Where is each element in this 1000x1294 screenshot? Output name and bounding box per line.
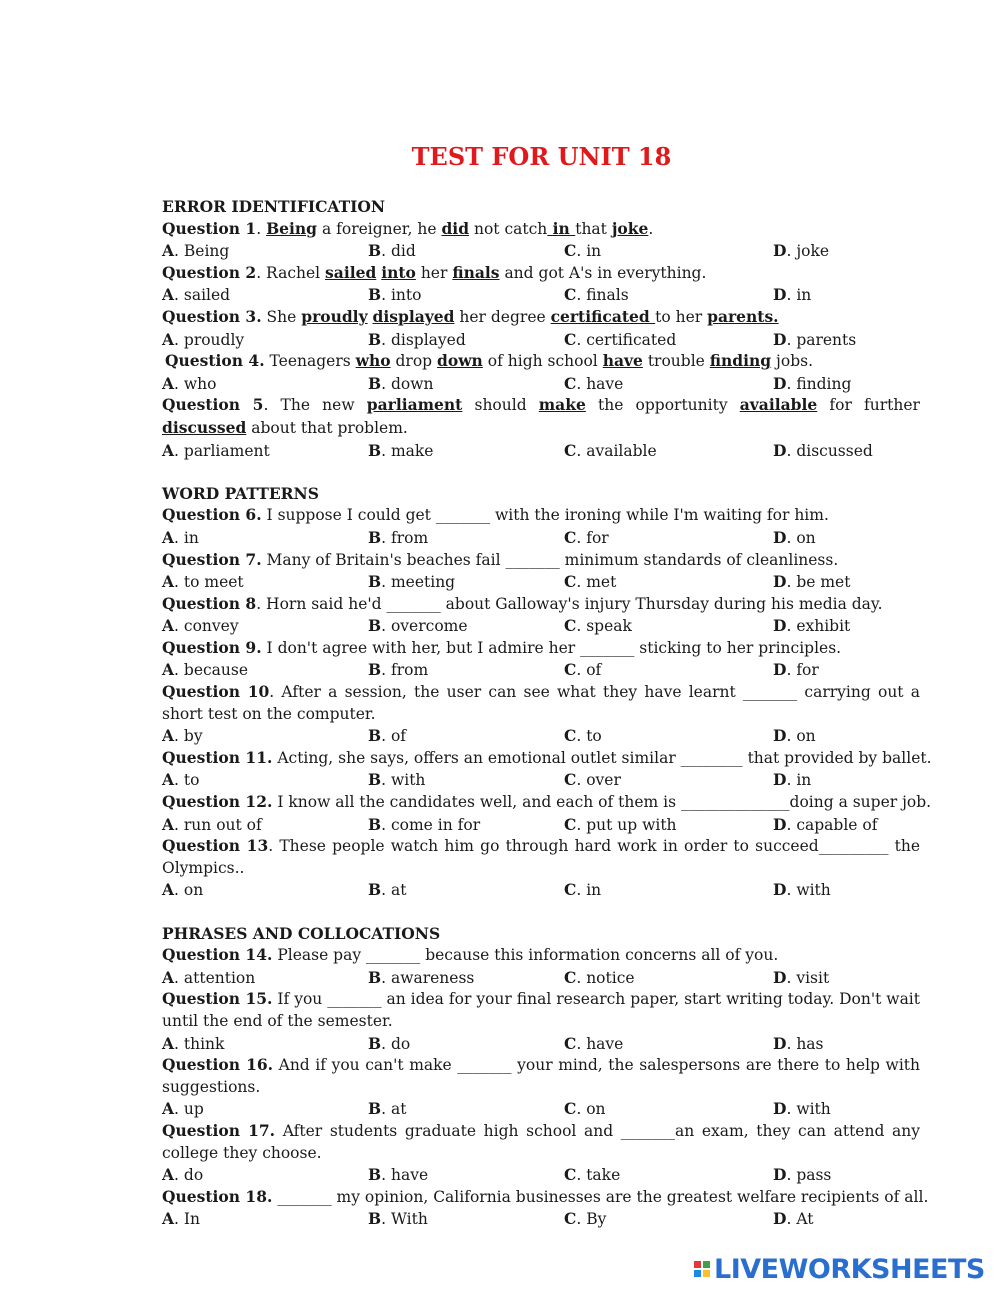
question-label: Question 11. [162, 747, 273, 767]
underlined-option-a: proudly [301, 306, 368, 326]
question-12 [162, 791, 932, 814]
options-15 [162, 1033, 920, 1055]
option-b[interactable]: B. have [368, 1165, 429, 1185]
option-d[interactable]: D. exhibit [773, 616, 851, 636]
question-label: Question 6. [162, 505, 262, 525]
options-6 [162, 527, 920, 549]
liveworksheets-wordmark: LIVEWORKSHEETS [714, 1253, 985, 1285]
option-a[interactable]: A. run out of [162, 814, 262, 834]
question-text: the opportunity [585, 396, 740, 415]
underlined-option-b: into [381, 262, 416, 282]
question-label: Question 4. [165, 351, 265, 371]
options-7 [162, 571, 920, 593]
question-label: Question 7. [162, 549, 262, 569]
option-a[interactable]: A. parliament [162, 440, 270, 460]
option-a[interactable]: A. Being [162, 241, 230, 261]
options-3 [162, 329, 920, 351]
option-c[interactable]: C. speak [564, 616, 632, 636]
option-c[interactable]: C. have [564, 373, 624, 393]
option-b[interactable]: B. at [368, 1099, 407, 1119]
option-c[interactable]: C. By [564, 1209, 607, 1229]
option-b[interactable]: B. meeting [368, 572, 456, 592]
options-1 [162, 240, 920, 262]
underlined-option-d: discussed [162, 417, 247, 437]
worksheet-body [162, 196, 932, 1230]
option-b[interactable]: B. did [368, 241, 416, 261]
option-a[interactable]: A. to [162, 770, 200, 790]
option-b[interactable]: B. come in for [368, 814, 481, 834]
option-d[interactable]: D. discussed [773, 440, 873, 460]
question-label: Question 16. [162, 1055, 274, 1075]
liveworksheets-logo-icon [694, 1261, 710, 1277]
option-b[interactable]: B. from [368, 527, 429, 547]
question-label: Question 12. [162, 792, 273, 812]
option-a[interactable]: A. by [162, 726, 203, 746]
option-c[interactable]: C. certificated [564, 329, 677, 349]
option-d[interactable]: D. in [773, 285, 812, 305]
underlined-option-a: who [355, 351, 391, 371]
option-a[interactable]: A. proudly [162, 329, 245, 349]
option-b[interactable]: B. with [368, 770, 426, 790]
question-text: . [648, 219, 654, 238]
option-a[interactable]: A. on [162, 880, 204, 900]
options-12 [162, 814, 920, 836]
question-text: . The new [263, 396, 367, 415]
options-8 [162, 615, 920, 637]
question-text: She [261, 307, 302, 326]
question-text: Acting, she says, offers an emotional outlet similar ________ that provided by ballet. [272, 748, 932, 767]
question-15 [162, 988, 920, 1032]
question-text: And if you can't make _______ your mind, the salespersons are there to help with suggestions. [162, 1056, 920, 1096]
question-text: drop [390, 352, 438, 371]
option-b[interactable]: B. down [368, 373, 434, 393]
options-14 [162, 967, 920, 989]
question-text: . [256, 219, 267, 238]
question-label: Question 14. [162, 945, 273, 965]
option-d[interactable]: D. At [773, 1209, 814, 1229]
options-9 [162, 659, 920, 681]
question-8 [162, 593, 920, 616]
option-c[interactable]: C. on [564, 1099, 606, 1119]
question-text: I don't agree with her, but I admire her _______ sticking to her principles. [261, 638, 842, 657]
logo-square [694, 1270, 701, 1277]
question-text: If you _______ an idea for your final research paper, start writing today. Don't wait until the end of the semester. [162, 990, 920, 1030]
question-text: _______ my opinion, California businesses are the greatest welfare recipients of all. [272, 1187, 929, 1206]
option-d[interactable]: D. on [773, 527, 816, 547]
option-c[interactable]: C. finals [564, 285, 629, 305]
option-d[interactable]: D. joke [773, 241, 830, 261]
underlined-option-c: available [739, 395, 818, 415]
question-text: her [415, 263, 453, 282]
underlined-option-c: in [547, 218, 576, 238]
options-13 [162, 879, 920, 901]
question-11 [162, 747, 932, 770]
question-9 [162, 637, 920, 660]
option-d[interactable]: D. capable of [773, 814, 878, 834]
section-heading-phrases-and-collocations: PHRASES AND COLLOCATIONS [162, 923, 441, 943]
question-text: not catch [469, 219, 548, 238]
option-b[interactable]: B. With [368, 1209, 428, 1229]
question-text: After students graduate high school and _______an exam, they can attend any college they choose. [162, 1121, 920, 1162]
spacer [162, 901, 920, 923]
question-6 [162, 504, 920, 527]
option-d[interactable]: D. for [773, 660, 819, 680]
question-text: Many of Britain's beaches fail _______ minimum standards of cleanliness. [261, 550, 839, 569]
options-5 [162, 440, 920, 462]
question-text: . These people watch him go through hard work in order to succeed_________ the Olympics.. [162, 837, 920, 877]
question-text: Please pay _______ because this information concerns all of you. [272, 946, 779, 965]
options-11 [162, 769, 920, 791]
logo-square [703, 1261, 710, 1268]
question-label: Question 1 [162, 218, 257, 238]
question-text: for further [817, 396, 920, 415]
option-c[interactable]: C. put up with [564, 814, 677, 834]
underlined-option-c: finals [452, 262, 500, 282]
option-c[interactable]: C. in [564, 880, 602, 900]
spacer [162, 461, 920, 483]
option-d[interactable]: D. on [773, 726, 816, 746]
question-text: should [462, 396, 539, 415]
question-text: Teenagers [264, 352, 356, 371]
question-text: I suppose I could get _______ with the ironing while I'm waiting for him. [261, 506, 829, 525]
option-b[interactable]: B. overcome [368, 616, 468, 636]
option-d[interactable]: D. pass [773, 1165, 832, 1185]
option-c[interactable]: C. in [564, 241, 602, 261]
option-c[interactable]: C. to [564, 726, 602, 746]
options-4 [162, 373, 920, 395]
option-b[interactable]: B. displayed [368, 329, 466, 349]
liveworksheets-logo[interactable] [694, 1253, 985, 1285]
section-heading-word-patterns: WORD PATTERNS [162, 483, 319, 503]
question-label: Question 18. [162, 1186, 273, 1206]
question-18 [162, 1186, 929, 1209]
option-b[interactable]: B. from [368, 660, 429, 680]
question-13 [162, 835, 920, 879]
question-3 [162, 306, 920, 329]
question-text: a foreigner, he [317, 219, 442, 238]
question-label: Question 9. [162, 637, 262, 657]
options-10 [162, 725, 920, 747]
underlined-option-b: did [441, 218, 470, 238]
option-c[interactable]: C. notice [564, 967, 635, 987]
option-a[interactable]: A. sailed [162, 285, 231, 305]
option-a[interactable]: A. think [162, 1033, 225, 1053]
question-7 [162, 549, 920, 572]
option-c[interactable]: C. available [564, 440, 657, 460]
underlined-option-b: down [437, 351, 483, 371]
option-c[interactable]: C. over [564, 770, 621, 790]
question-label: Question 8 [162, 593, 257, 613]
option-d[interactable]: D. visit [773, 967, 830, 987]
question-label: Question 5 [162, 395, 264, 415]
option-b[interactable]: B. at [368, 880, 407, 900]
options-16 [162, 1098, 920, 1120]
option-c[interactable]: C. met [564, 572, 617, 592]
question-17 [162, 1120, 920, 1164]
option-a[interactable]: A. attention [162, 967, 256, 987]
question-label: Question 10 [162, 682, 270, 702]
question-text: trouble [642, 352, 710, 371]
question-text: . After a session, the user can see what they have learnt _______ carrying out a short test on the computer. [162, 683, 920, 723]
option-d[interactable]: D. with [773, 880, 831, 900]
underlined-option-c: have [602, 351, 643, 371]
option-a[interactable]: A. to meet [162, 572, 244, 592]
page-title: TEST FOR UNIT 18 [411, 142, 672, 171]
option-a[interactable]: A. do [162, 1165, 204, 1185]
option-b[interactable]: B. awareness [368, 967, 475, 987]
option-b[interactable]: B. into [368, 285, 422, 305]
question-label: Question 15. [162, 989, 273, 1009]
option-c[interactable]: C. have [564, 1033, 624, 1053]
option-d[interactable]: D. in [773, 770, 812, 790]
question-text: jobs. [771, 352, 813, 371]
section-heading-error-identification: ERROR IDENTIFICATION [162, 197, 386, 216]
underlined-option-b: displayed [372, 306, 455, 326]
option-d[interactable]: D. has [773, 1033, 824, 1053]
question-text: her degree [454, 307, 551, 326]
question-text: to her [655, 307, 708, 326]
options-17 [162, 1164, 920, 1186]
option-a[interactable]: A. convey [162, 616, 239, 636]
option-a[interactable]: A. up [162, 1099, 204, 1119]
option-b[interactable]: B. of [368, 726, 407, 746]
option-c[interactable]: C. take [564, 1165, 621, 1185]
question-label: Question 17. [162, 1120, 276, 1140]
underlined-option-d: joke [611, 218, 649, 238]
option-a[interactable]: A. in [162, 527, 199, 547]
option-d[interactable]: D. finding [773, 373, 852, 393]
question-1 [162, 218, 920, 241]
question-14 [162, 944, 920, 967]
question-text: of high school [482, 352, 603, 371]
question-16 [162, 1054, 920, 1098]
option-c[interactable]: C. of [564, 660, 602, 680]
question-text: and got A's in everything. [499, 263, 707, 282]
question-5 [162, 394, 920, 439]
option-d[interactable]: D. with [773, 1099, 831, 1119]
question-text: about that problem. [246, 418, 408, 437]
option-d[interactable]: D. be met [773, 572, 851, 592]
question-text: . Horn said he'd _______ about Galloway's injury Thursday during his media day. [256, 594, 883, 613]
question-text: that [575, 219, 612, 238]
option-c[interactable]: C. for [564, 527, 609, 547]
option-d[interactable]: D. parents [773, 329, 857, 349]
option-a[interactable]: A. because [162, 660, 249, 680]
logo-square [703, 1270, 710, 1277]
question-label: Question 2 [162, 262, 257, 282]
question-label: Question 3. [162, 306, 262, 326]
underlined-option-d: parents. [707, 306, 779, 326]
option-a[interactable]: A. In [162, 1209, 200, 1229]
underlined-option-b: make [538, 395, 586, 415]
underlined-option-d: finding [709, 351, 772, 371]
options-2 [162, 284, 920, 306]
underlined-option-c: certificated [550, 306, 656, 326]
question-label: Question 13 [162, 836, 269, 856]
option-a[interactable]: A. who [162, 373, 217, 393]
question-2 [162, 262, 920, 285]
question-text: I know all the candidates well, and each of them is ______________doing a super job. [272, 793, 932, 812]
option-b[interactable]: B. make [368, 440, 434, 460]
logo-square [694, 1261, 701, 1268]
underlined-option-a: parliament [366, 395, 463, 415]
question-10 [162, 681, 920, 725]
underlined-option-a: Being [266, 218, 318, 238]
question-4 [162, 350, 920, 373]
option-b[interactable]: B. do [368, 1033, 411, 1053]
underlined-option-a: sailed [325, 262, 377, 282]
question-text: . Rachel [256, 263, 326, 282]
options-18 [162, 1208, 920, 1230]
